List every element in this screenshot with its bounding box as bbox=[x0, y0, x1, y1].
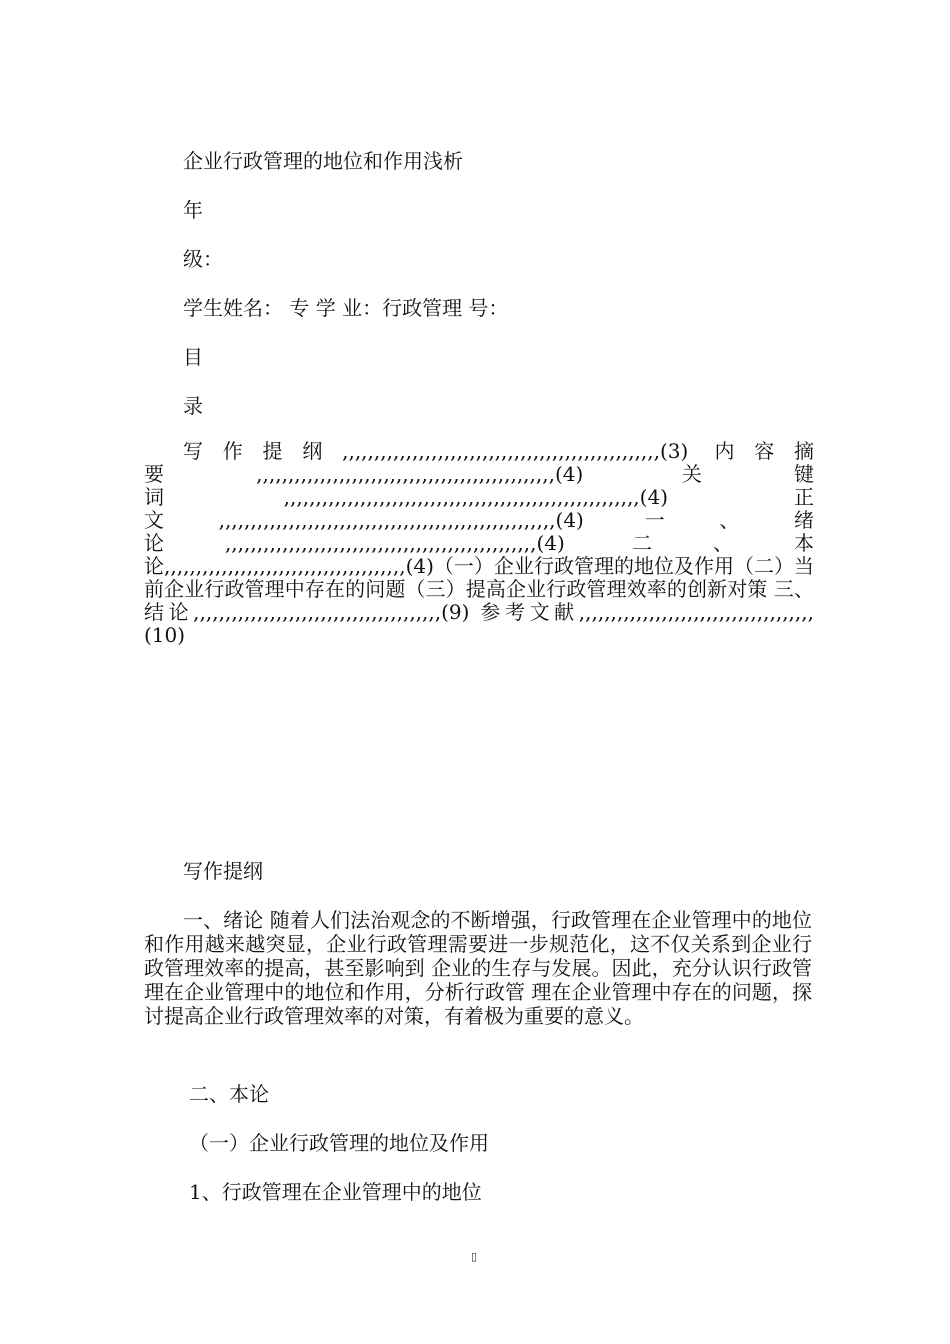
student-info-line: 学生姓名： 专 学 业：行政管理 号： bbox=[183, 296, 509, 320]
grade-label-line-1: 年 bbox=[183, 198, 203, 222]
subsubsection-heading: 1、行政管理在企业管理中的地位 bbox=[189, 1180, 482, 1204]
section-heading: 二、本论 bbox=[189, 1082, 269, 1106]
grade-label-line-2: 级： bbox=[183, 247, 223, 271]
table-of-contents: 写作提纲,,,,,,,,,,,,,,,,,,,,,,,,,,,,,,,,,,,,,,,,,,,,,,,,,,(3) 内容摘要,,,,,,,,,,,,,,,,,,,,,,,,,,,,,,,,,,,,,,,,,,,,,,,(4) 关键词,,,,,,,,,,,,,,,,,,,,,,,,,,,,,,,,,,,,,,,,,,,,,,,,,,,,,,,,(4) 正文,,,,,,,,,,,,,,,,,,,,,,,,,,,,,,,,,,,,,,,,,,,,,,,,,,,,,(4) 一、绪论,,,,,,,,,,,,,,,,,,,,,,,,,,,,,,,,,,,,,,,,,,,,,,,,,(4) 二、本论,,,,,,,,,,,,,,,,,,,,,,,,,,,,,,,,,,,,,,(4)（一）企业行政管理的地位及作用（二）当前企业行政管理中存在的问题（三）提高企业行政管理效率的创新对策 三、结论,,,,,,,,,,,,,,,,,,,,,,,,,,,,,,,,,,,,,,,(9) 参考文献,,,,,,,,,,,,,,,,,,,,,,,,,,,,,,,,,,,,, (10) bbox=[144, 439, 814, 647]
intro-paragraph: 一、绪论 随着人们法治观念的不断增强，行政管理在企业管理中的地位和作用越来越突显，企业行政管理需要进一步规范化，这不仅关系到企业行政管理效率的提高，甚至影响到 企业的生存与发展。因此，充分认识行政管理在企业管理中的地位和作用，分析行政管 理在企业管理中存在的问题，探讨提高企业行政管理效率的对策，有着极为重要的意义。 bbox=[144, 908, 812, 1028]
page-number-marker: ▯ bbox=[471, 1250, 478, 1263]
subsection-heading: （一）企业行政管理的地位及作用 bbox=[189, 1131, 489, 1155]
document-title: 企业行政管理的地位和作用浅析 bbox=[183, 149, 463, 173]
toc-heading-line-2: 录 bbox=[183, 394, 203, 418]
toc-heading-line-1: 目 bbox=[183, 345, 203, 369]
outline-heading: 写作提纲 bbox=[183, 859, 263, 883]
